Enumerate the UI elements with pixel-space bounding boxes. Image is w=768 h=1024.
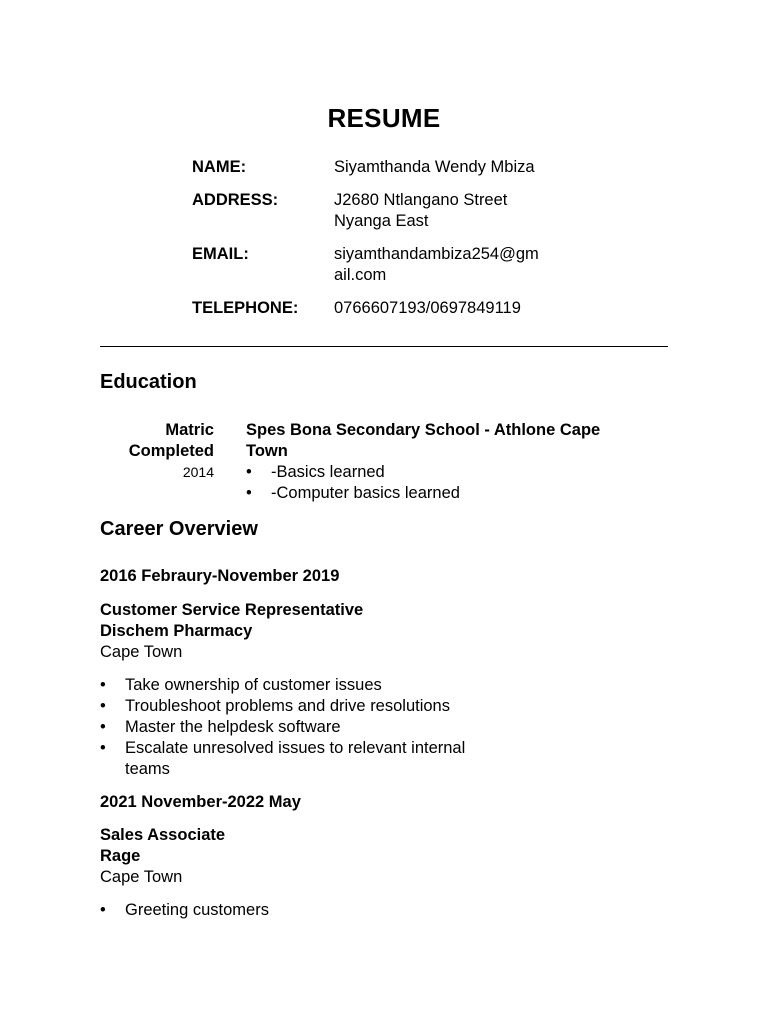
name-row: [192, 157, 592, 178]
job-1-duties: [100, 675, 500, 780]
job-2-period: 2021 November-2022 May: [100, 793, 301, 811]
resume-title: RESUME: [327, 103, 441, 133]
email-value: [334, 244, 564, 286]
personal-details: [192, 157, 592, 331]
list-item: • Troubleshoot problems and drive resolutions: [100, 696, 500, 717]
degree-line-1: Matric: [165, 421, 214, 439]
list-item: • Take ownership of customer issues: [100, 675, 500, 696]
degree-line-2: Completed: [128, 442, 214, 460]
telephone-value: 0766607193/0697849119: [334, 299, 521, 317]
address-label: ADDRESS:: [192, 191, 279, 209]
job-1-company: Dischem Pharmacy: [100, 622, 253, 640]
name-value: Siyamthanda Wendy Mbiza: [334, 158, 535, 176]
address-line-1: J2680 Ntlangano Street: [334, 191, 508, 209]
education-year: 2014: [182, 464, 214, 480]
email-line-1: siyamthandambiza254@gm: [334, 245, 539, 263]
job-1-period: 2016 Febraury-November 2019: [100, 567, 340, 585]
section-divider: [100, 346, 668, 347]
school-line-2: Town: [246, 442, 288, 460]
list-item: • Escalate unresolved issues to relevant internal teams: [100, 738, 500, 780]
school-line-1: Spes Bona Secondary School - Athlone Cape: [246, 421, 601, 439]
list-item: • Greeting customers: [100, 900, 520, 921]
address-row: [192, 190, 592, 232]
email-label: EMAIL:: [192, 245, 249, 263]
job-2-location: Cape Town: [100, 868, 183, 886]
job-2-duties: [100, 900, 520, 921]
email-row: [192, 244, 592, 286]
education-heading: Education: [100, 371, 197, 393]
address-value: [334, 190, 564, 232]
email-line-2: ail.com: [334, 266, 387, 284]
job-2-details: [100, 825, 520, 888]
job-1-details: [100, 600, 520, 663]
job-1-role: Customer Service Representative: [100, 601, 364, 619]
address-line-2: Nyanga East: [334, 212, 429, 230]
name-label: NAME:: [192, 158, 247, 176]
education-degree: [100, 420, 214, 482]
job-2-role: Sales Associate: [100, 826, 226, 844]
list-item: • -Basics learned: [246, 462, 646, 483]
job-2-company: Rage: [100, 847, 141, 865]
career-heading: Career Overview: [100, 518, 258, 540]
education-bullets: [246, 462, 646, 504]
list-item: • Master the helpdesk software: [100, 717, 500, 738]
telephone-row: [192, 298, 592, 319]
education-details: [246, 420, 646, 504]
job-1-location: Cape Town: [100, 643, 183, 661]
list-item: • -Computer basics learned: [246, 483, 646, 504]
telephone-label: TELEPHONE:: [192, 299, 299, 317]
